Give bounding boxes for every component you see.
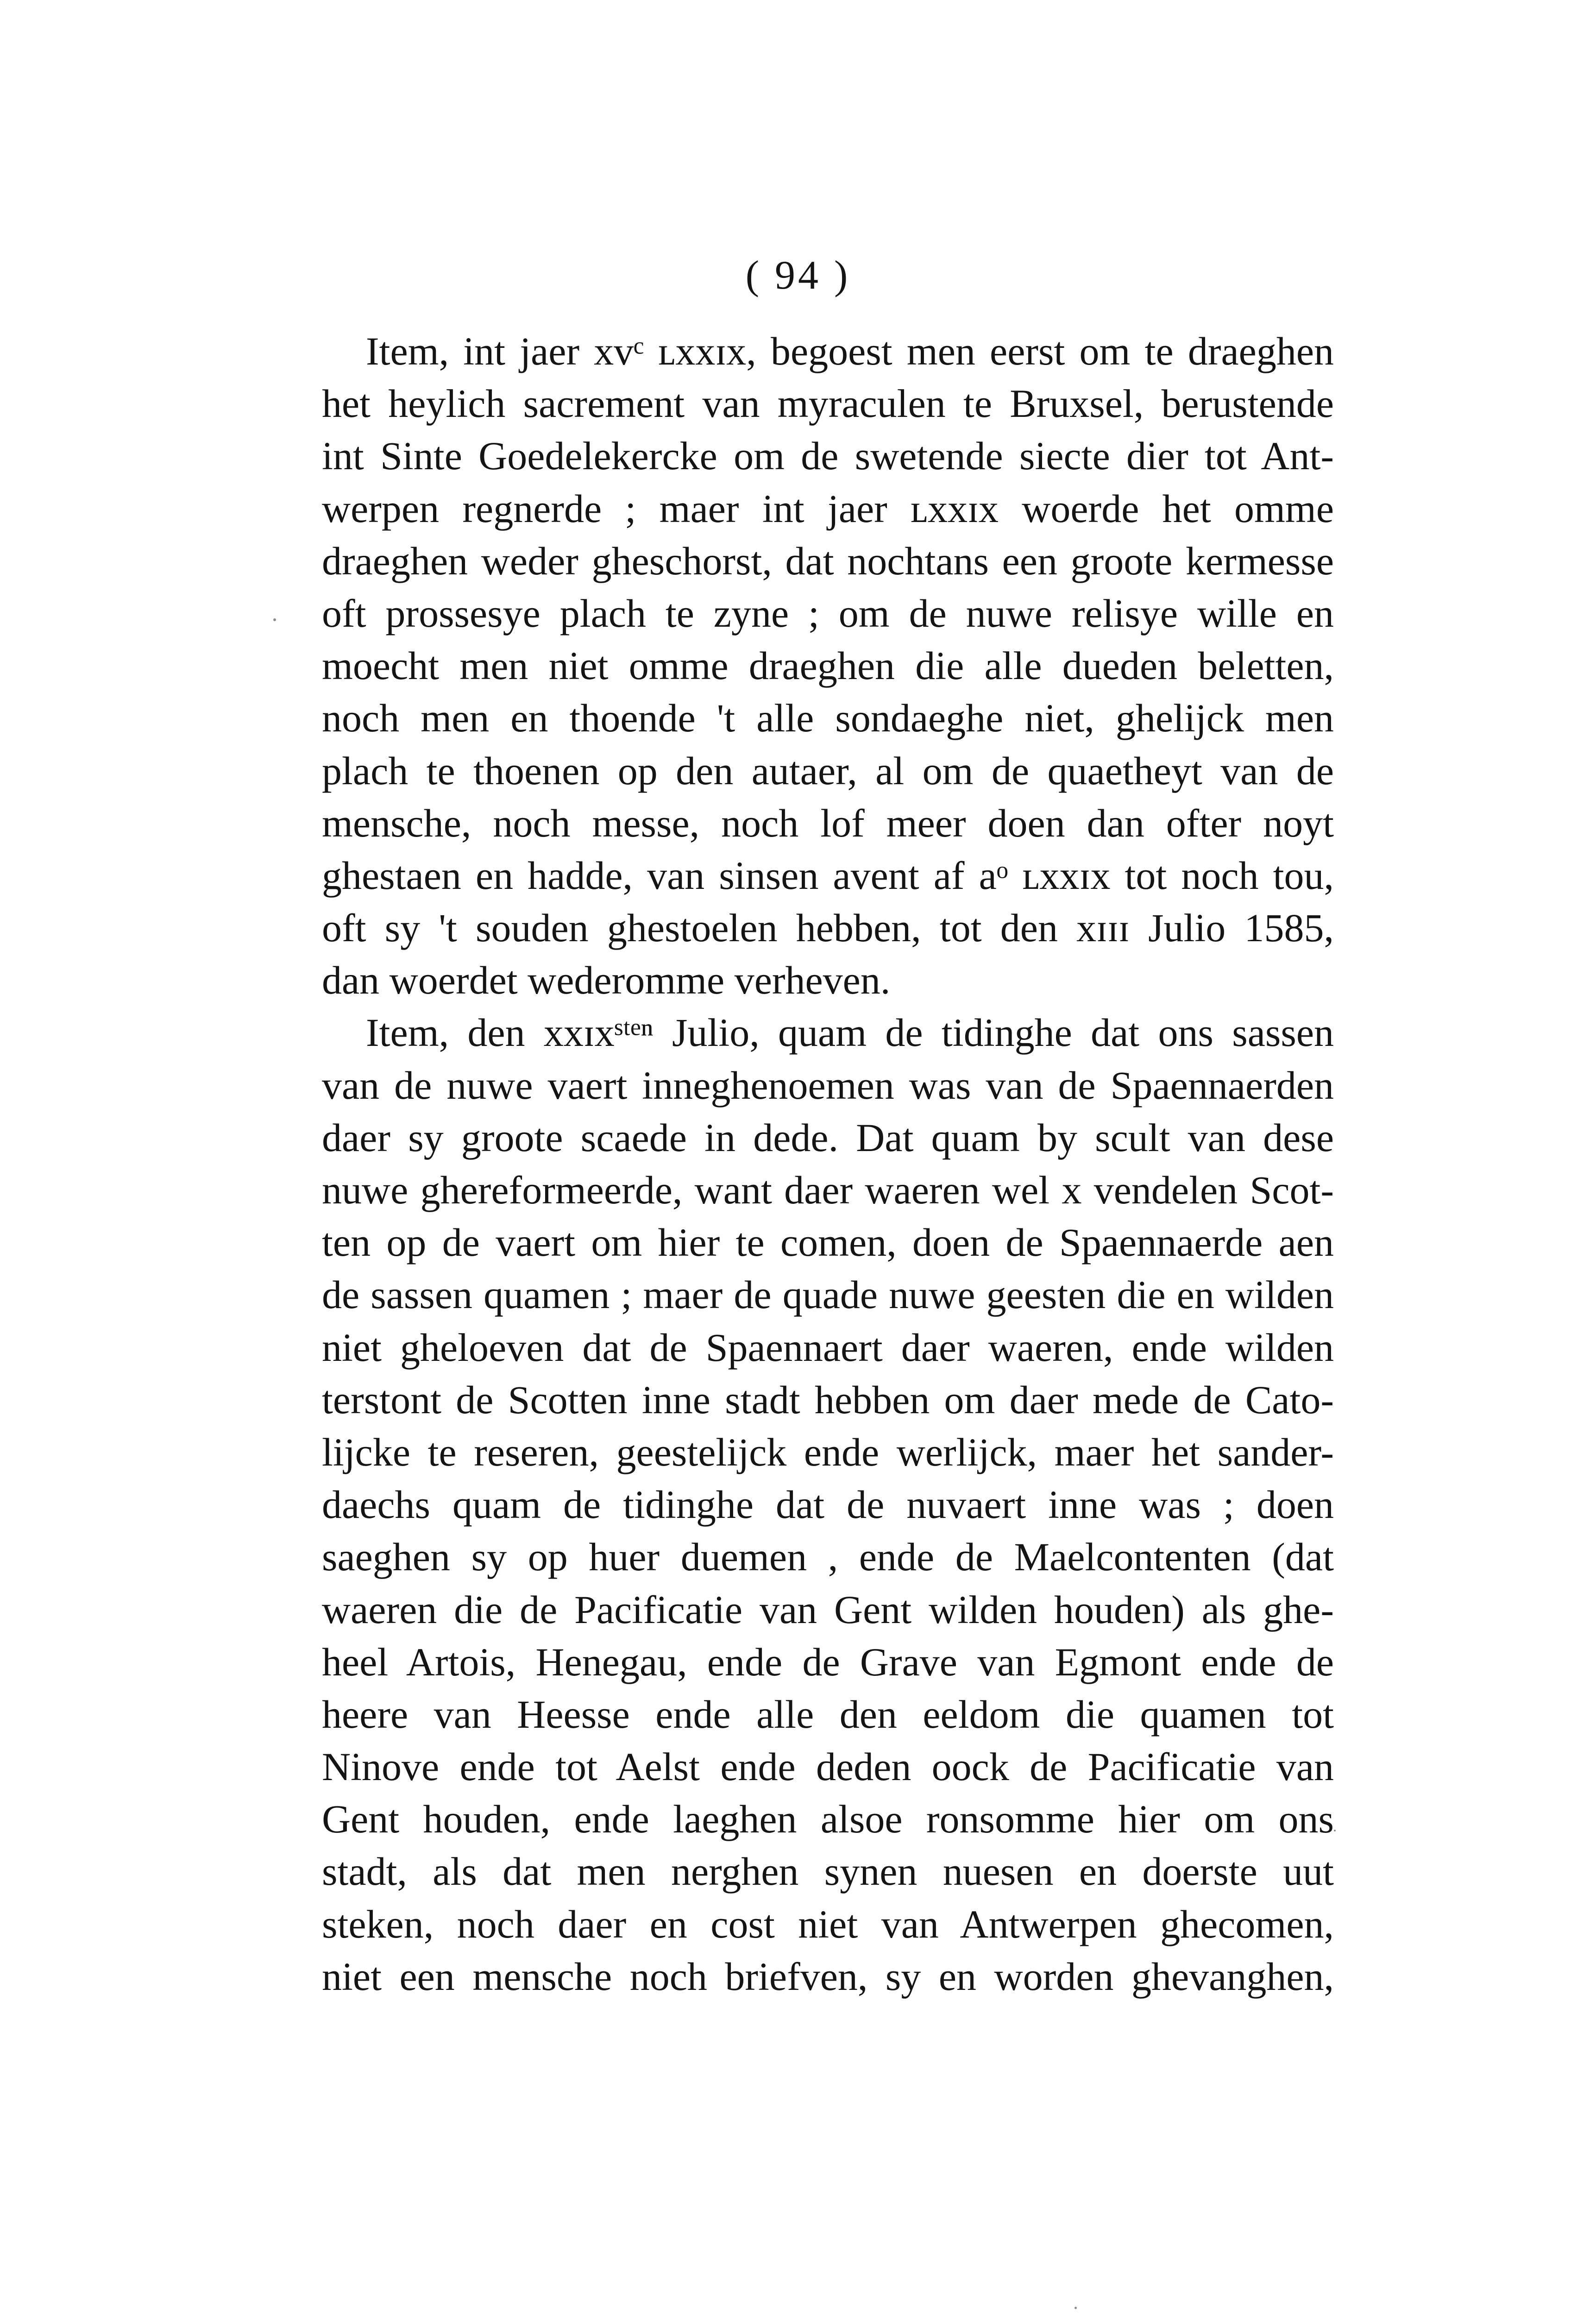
text-line: plach te thoenen op den autaer, al om de quaetheyt van de xyxy=(322,748,1334,793)
text-line: de sassen quamen ; maer de quade nuwe geesten die en wilden xyxy=(322,1272,1334,1317)
text-line: nuwe ghereformeerde, want daer waeren wel x vendelen Scot- xyxy=(322,1168,1334,1212)
text-line: waeren die de Pacificatie van Gent wilden houden) als ghe- xyxy=(322,1587,1334,1632)
text-line: van de nuwe vaert inneghenoemen was van de Spaennaerden xyxy=(322,1063,1334,1108)
text-line: int Sinte Goedelekercke om de swetende siecte dier tot Ant- xyxy=(322,434,1334,478)
text-line: heere van Heesse ende alle den eeldom die quamen tot xyxy=(322,1692,1334,1737)
text-line: mensche, noch messe, noch lof meer doen dan ofter noyt xyxy=(322,800,1334,845)
page-number: ( 94 ) xyxy=(745,253,851,298)
body-text xyxy=(322,325,1334,2003)
paper-speck xyxy=(273,618,276,621)
text-line: het heylich sacrement van myraculen te Bruxsel, berustende xyxy=(322,381,1334,426)
text-line: moecht men niet omme draeghen die alle dueden beletten, xyxy=(322,643,1334,688)
paragraph-2 xyxy=(322,1007,1334,2003)
text-line: Ninove ende tot Aelst ende deden oock de Pacificatie van xyxy=(322,1744,1334,1789)
text-line: daechs quam de tidinghe dat de nuvaert inne was ; doen xyxy=(322,1482,1334,1527)
text-line: ten op de vaert om hier te comen, doen de Spaennaerde aen xyxy=(322,1220,1334,1265)
text-line: niet gheloeven dat de Spaennaert daer waeren, ende wilden xyxy=(322,1325,1334,1370)
text-line: Item, int jaer xvᶜ ʟxxɪx, begoest men eerst om te draeghen xyxy=(366,329,1334,373)
text-line: werpen regnerde ; maer int jaer ʟxxɪx woerde het omme xyxy=(322,486,1334,531)
text-line: stadt, als dat men nerghen synen nuesen en doerste uut xyxy=(322,1849,1334,1894)
text-line: niet een mensche noch briefven, sy en worden ghevanghen, xyxy=(322,1954,1334,1999)
text-line: heel Artois, Henegau, ende de Grave van Egmont ende de xyxy=(322,1639,1334,1684)
text-line: dan woerdet wederomme verheven. xyxy=(322,958,891,1003)
text-line: daer sy groote scaede in dede. Dat quam by scult van dese xyxy=(322,1115,1334,1160)
text-line: steken, noch daer en cost niet van Antwerpen ghecomen, xyxy=(322,1901,1334,1946)
text-line: oft sy 't souden ghestoelen hebben, tot den xɪɪɪ Julio 1585, xyxy=(322,906,1334,950)
text-line: Item, den xxɪxˢᵗᵉⁿ Julio, quam de tidinghe dat ons sassen xyxy=(366,1010,1334,1055)
paper-speck xyxy=(1334,1830,1336,1831)
text-line: saeghen sy op huer duemen , ende de Maelcontenten (dat xyxy=(322,1535,1334,1580)
text-line: ghestaen en hadde, van sinsen avent af aᵒ ʟxxɪx tot noch tou, xyxy=(322,853,1334,898)
text-line: lijcke te reseren, geestelijck ende werlijck, maer het sander- xyxy=(322,1429,1334,1474)
text-line: terstont de Scotten inne stadt hebben om daer mede de Cato- xyxy=(322,1377,1334,1422)
text-line: oft prossesye plach te zyne ; om de nuwe relisye wille en xyxy=(322,591,1334,636)
text-line: draeghen weder gheschorst, dat nochtans een groote kermesse xyxy=(322,538,1334,583)
paragraph-1 xyxy=(322,325,1334,1007)
paper-speck xyxy=(1074,2307,1077,2309)
text-line: Gent houden, ende laeghen alsoe ronsomme hier om ons xyxy=(322,1797,1334,1842)
text-line: noch men en thoende 't alle sondaeghe niet, ghelijck men xyxy=(322,696,1334,741)
